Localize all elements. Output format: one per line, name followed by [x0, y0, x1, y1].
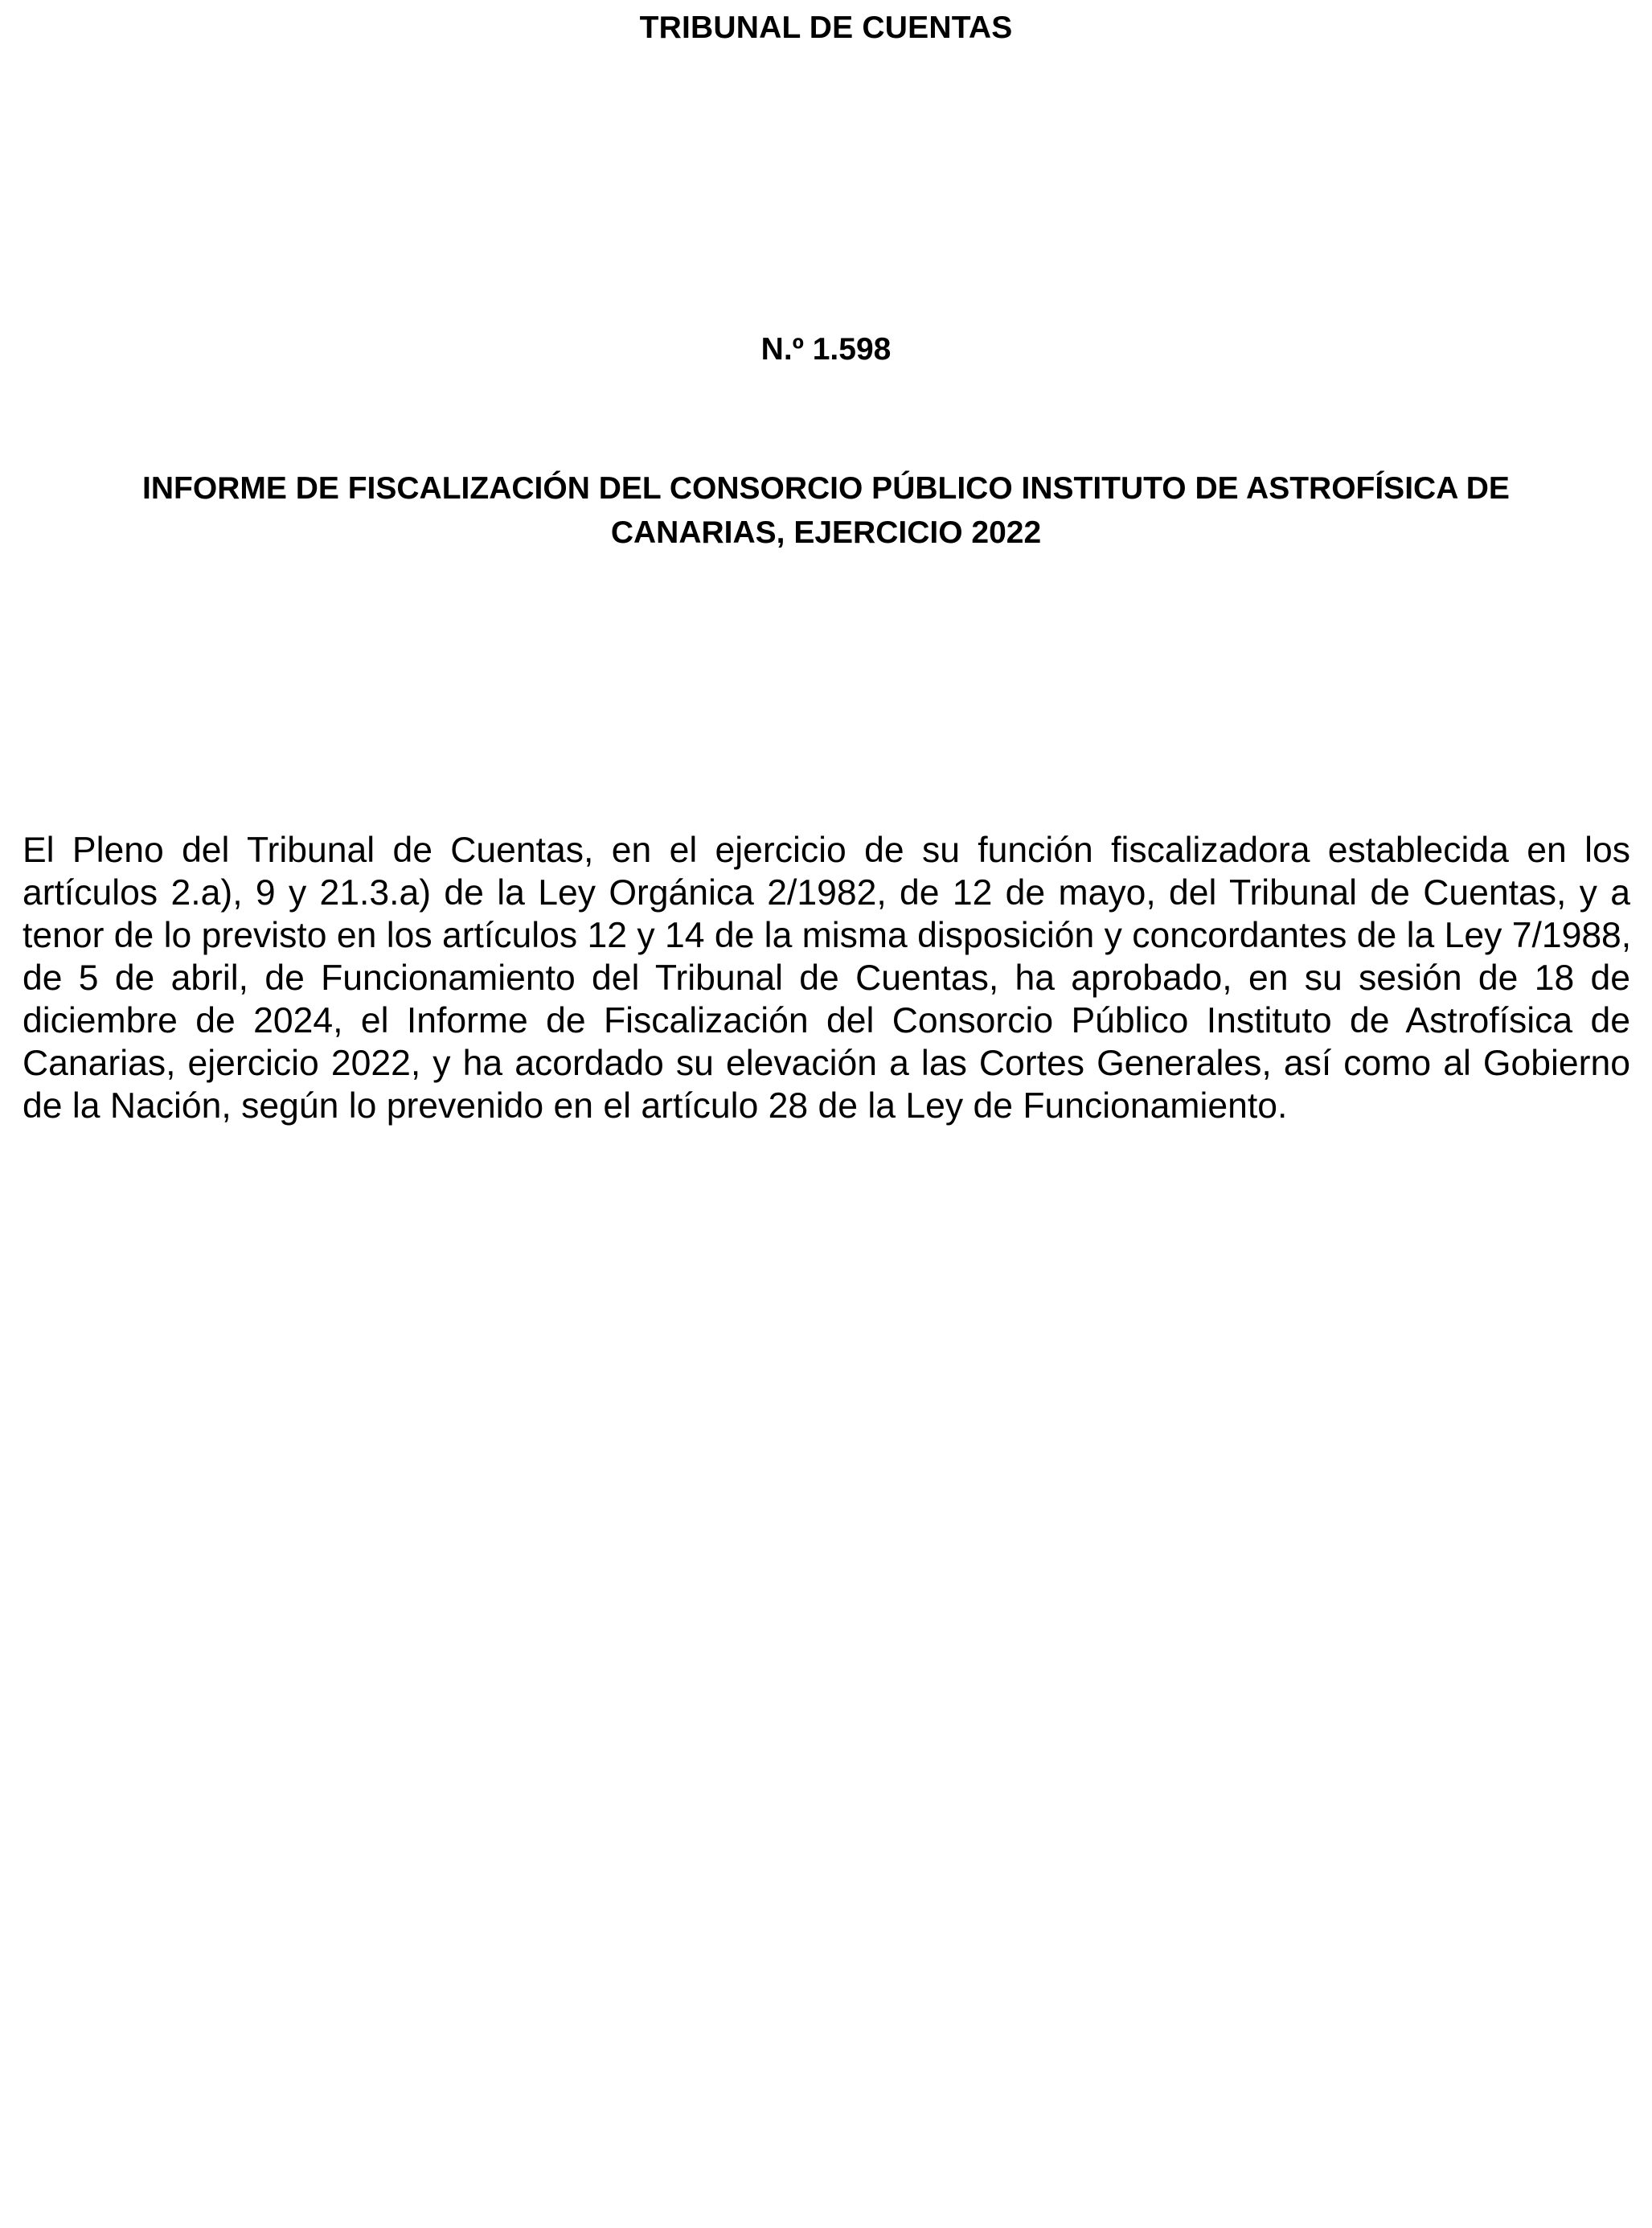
- body-line: de 5 de abril, de Funcionamiento del Tribunal de Cuentas, ha aprobado, en su sesión de 18 de: [23, 958, 1630, 998]
- body-line: El Pleno del Tribunal de Cuentas, en el ejercicio de su función fiscalizadora establecida en los: [23, 831, 1630, 870]
- body-line: Canarias, ejercicio 2022, y ha acordado su elevación a las Cortes Generales, así como al Gobierno: [23, 1044, 1630, 1083]
- report-title-line-2: CANARIAS, EJERCICIO 2022: [610, 515, 1042, 550]
- report-number: N.º 1.598: [760, 332, 892, 367]
- institution-header: TRIBUNAL DE CUENTAS: [639, 10, 1013, 45]
- body-line: diciembre de 2024, el Informe de Fiscalización del Consorcio Público Instituto de Astrofísica de: [23, 1001, 1630, 1040]
- report-title: [80, 466, 1572, 555]
- report-title-line-1: INFORME DE FISCALIZACIÓN DEL CONSORCIO PÚBLICO INSTITUTO DE ASTROFÍSICA DE: [142, 471, 1510, 506]
- body-paragraph: [23, 829, 1630, 1127]
- body-line: tenor de lo previsto en los artículos 12 y 14 de la misma disposición y concordantes de la Ley 7/1988,: [23, 916, 1632, 955]
- body-line: de la Nación, según lo prevenido en el artículo 28 de la Ley de Funcionamiento.: [23, 1086, 1288, 1126]
- body-line: artículos 2.a), 9 y 21.3.a) de la Ley Orgánica 2/1982, de 12 de mayo, del Tribunal de Cuentas, y a: [23, 873, 1630, 913]
